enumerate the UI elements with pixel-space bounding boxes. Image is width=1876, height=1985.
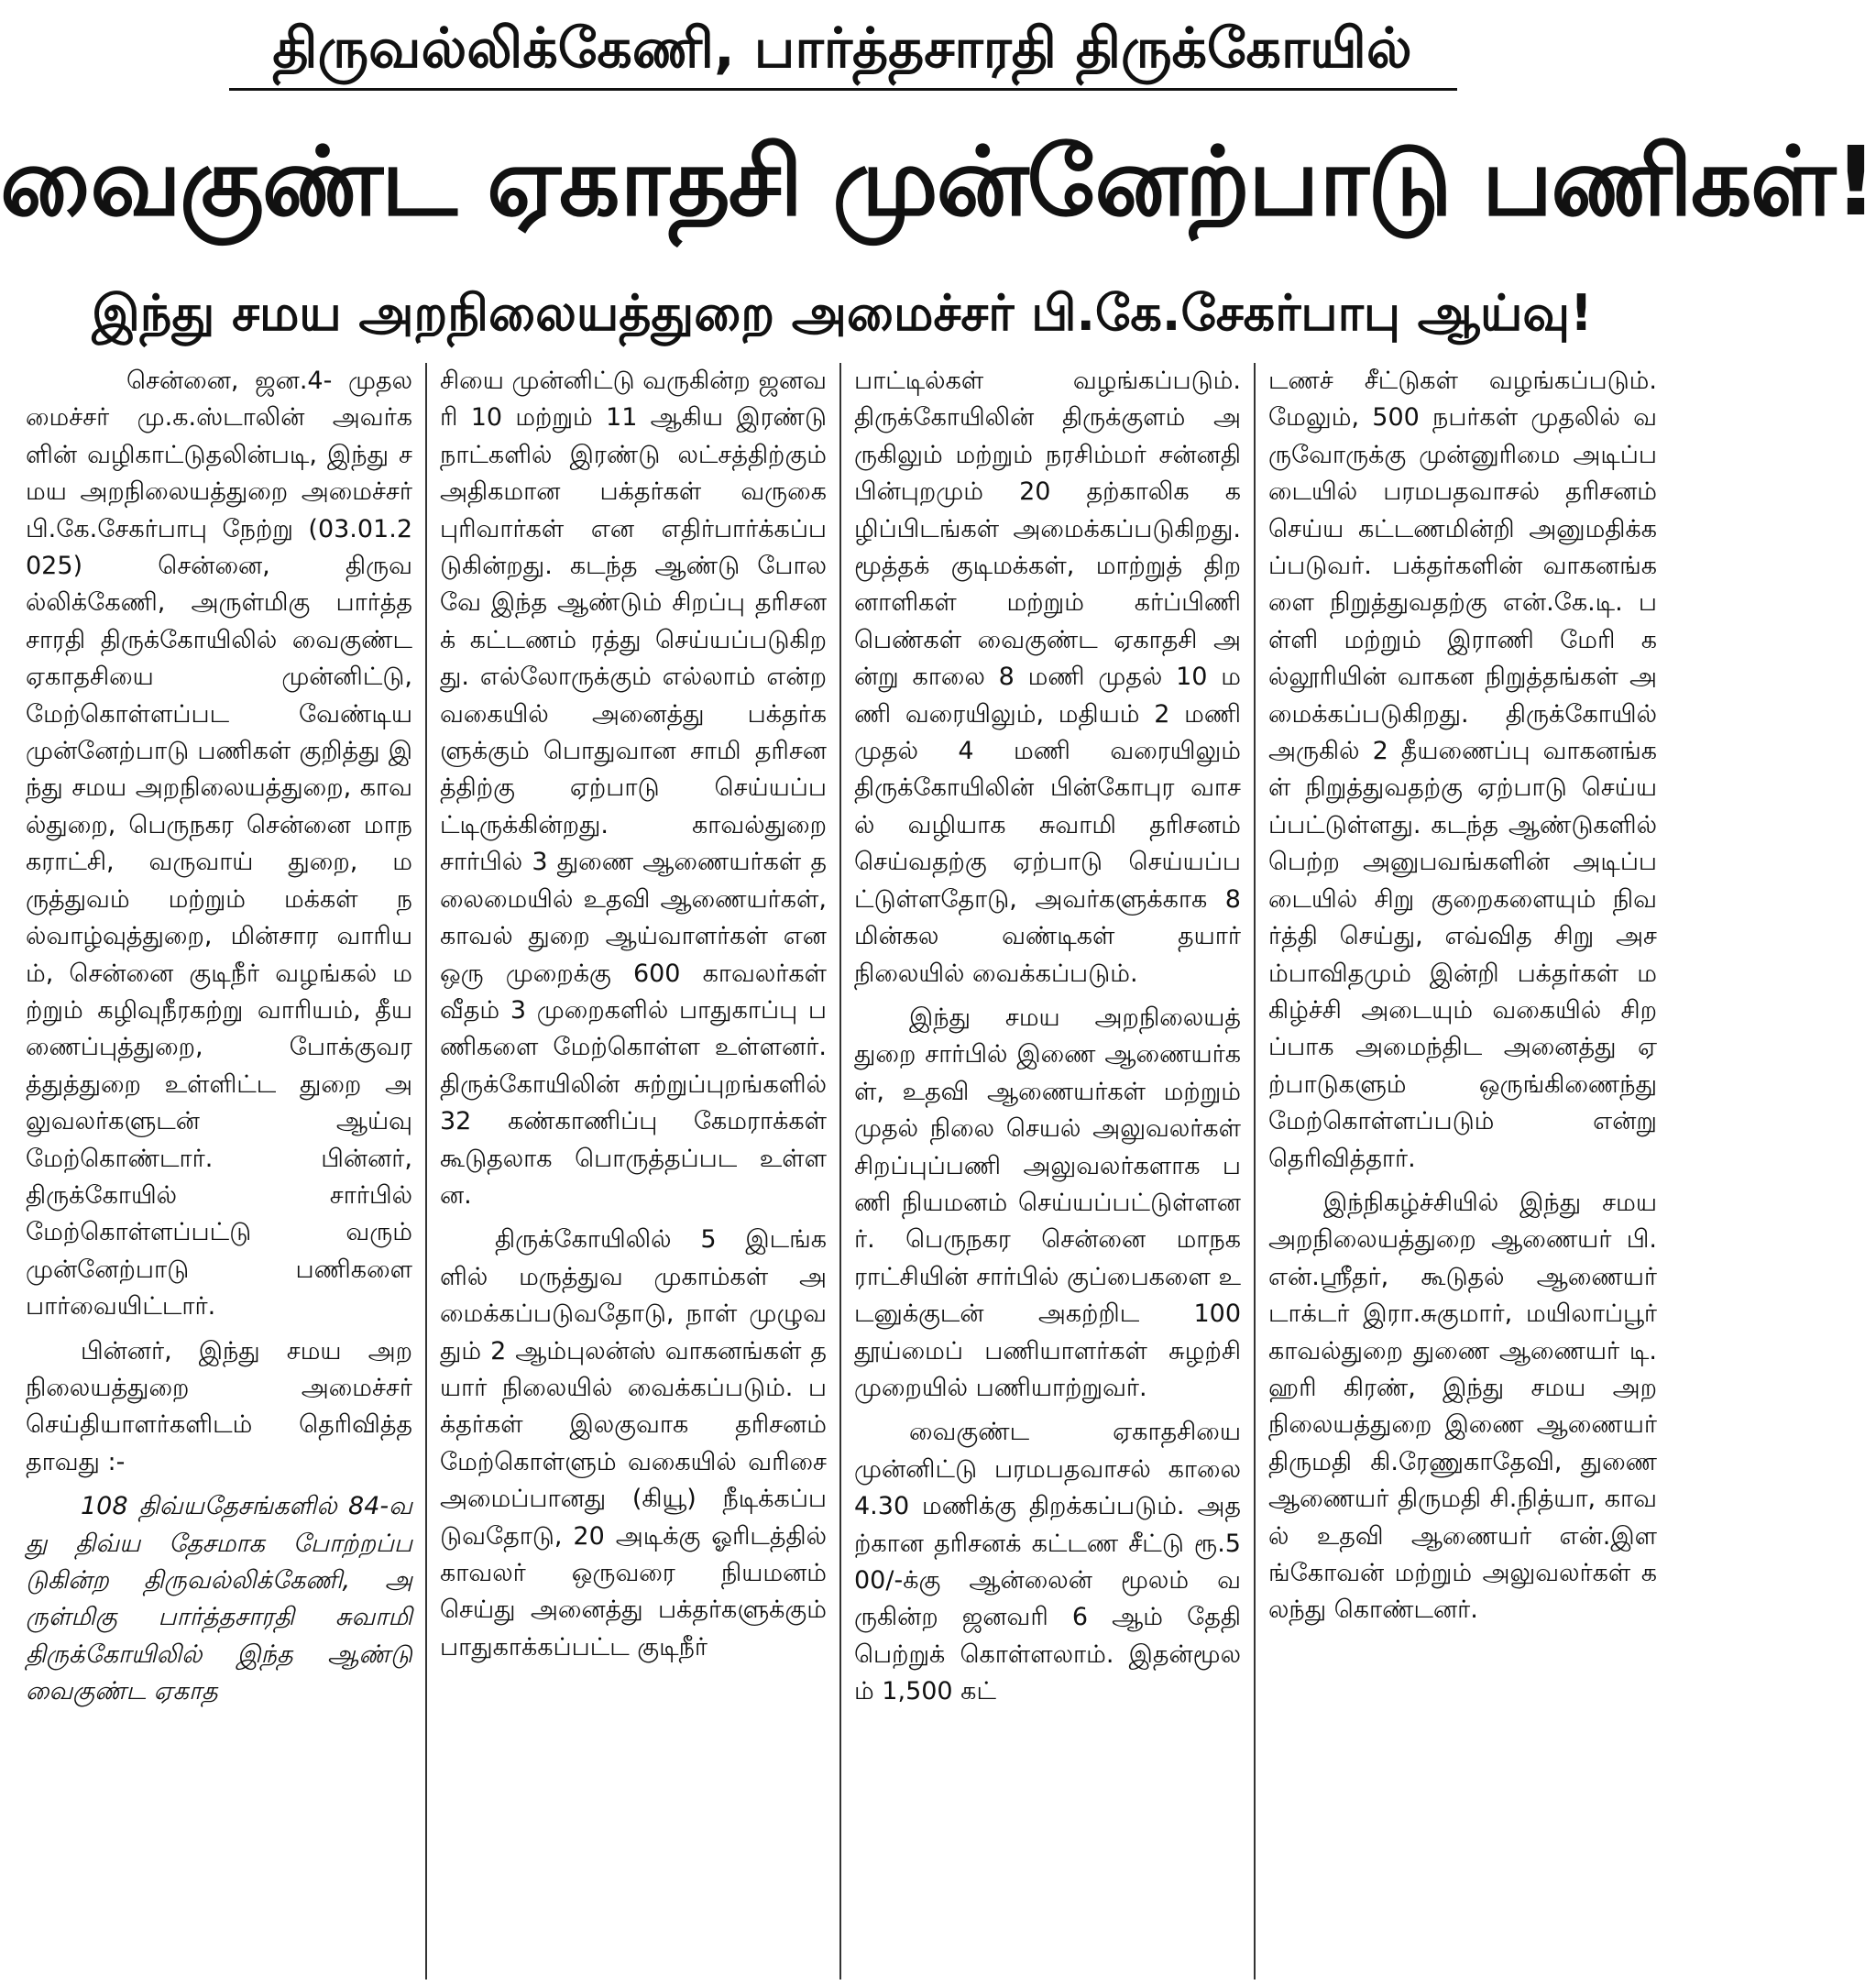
- paragraph: சியை முன்னிட்டு வருகின்ற ஜனவரி 10 மற்றும் 11 ஆகிய இரண்டு நாட்களில் இரண்டு லட்சத்திற்கும் அதிகமான பக்தர்கள் வருகை புரிவார்கள் என எதிர்பார்க்கப்படுகின்றது. கடந்த ஆண்டு போலவே இந்த ஆண்டும் சிறப்பு தரிசனக் கட்டணம் ரத்து செய்யப்படுகிறது. எல்லோருக்கும் எல்லாம் என்ற வகையில் அனைத்து பக்தர்களுக்கும் பொதுவான சாமி தரிசனத்திற்கு ஏற்பாடு செய்யப்பட்டிருக்கின்றது. காவல்துறை சார்பில் 3 துணை ஆணையர்கள் தலைமையில் உதவி ஆணையர்கள், காவல் துறை ஆய்வாளர்கள் என ஒரு முறைக்கு 600 காவலர்கள் வீதம் 3 முறைகளில் பாதுகாப்பு பணிகளை மேற்கொள்ள உள்ளனர். திருக்கோயிலின் சுற்றுப்புறங்களில் 32 கண்காணிப்பு கேமராக்கள் கூடுதலாக பொருத்தப்பட உள்ளன.: [440, 367, 827, 1210]
- article-subheadline: இந்து சமய அறநிலையத்துறை அமைச்சர் பி.கே.சேகர்பாபு ஆய்வு!: [92, 284, 1593, 342]
- paragraph: 108 திவ்யதேசங்களில் 84-வது திவ்ய தேசமாக போற்றப்படுகின்ற திருவல்லிக்கேணி, அருள்மிகு பார்த்தசாரதி சுவாமி திருக்கோயிலில் இந்த ஆண்டு வைகுண்ட ஏகாத: [26, 1492, 412, 1706]
- paragraph: திருக்கோயிலில் 5 இடங்களில் மருத்துவ முகாம்கள் அமைக்கப்படுவதோடு, நாள் முழுவதும் 2 ஆம்புலன்ஸ் வாகனங்கள் தயார் நிலையில் வைக்கப்படும். பக்தர்கள் இலகுவாக தரிசனம் மேற்கொள்ளும் வகையில் வரிசை அமைப்பானது (கியூ) நீடிக்கப்படுவதோடு, 20 அடிக்கு ஓரிடத்தில் காவலர் ஒருவரை நியமனம் செய்து அனைத்து பக்தர்களுக்கும் பாதுகாக்கப்பட்ட குடிநீர்: [440, 1225, 827, 1661]
- article-body: [13, 363, 1672, 1980]
- paragraph: டணச் சீட்டுகள் வழங்கப்படும். மேலும், 500 நபர்கள் முதலில் வருவோருக்கு முன்னுரிமை அடிப்படையில் பரமபதவாசல் தரிசனம் செய்ய கட்டணமின்றி அனுமதிக்கப்படுவர். பக்தர்களின் வாகனங்களை நிறுத்துவதற்கு என்.கே.டி. பள்ளி மற்றும் இராணி மேரி கல்லூரியின் வாகன நிறுத்தங்கள் அமைக்கப்படுகிறது. திருக்கோயில் அருகில் 2 தீயணைப்பு வாகனங்கள் நிறுத்துவதற்கு ஏற்பாடு செய்யப்பட்டுள்ளது. கடந்த ஆண்டுகளில் பெற்ற அனுபவங்களின் அடிப்படையில் சிறு குறைகளையும் நிவர்த்தி செய்து, எவ்வித சிறு அசம்பாவிதமும் இன்றி பக்தர்கள் மகிழ்ச்சி அடையும் வகையில் சிறப்பாக அமைந்திட அனைத்து ஏற்பாடுகளும் ஒருங்கிணைந்து மேற்கொள்ளப்படும் என்று தெரிவித்தார்.: [1268, 367, 1657, 1173]
- paragraph: பாட்டில்கள் வழங்கப்படும். திருக்கோயிலின் திருக்குளம் அருகிலும் மற்றும் நரசிம்மர் சன்னதி பின்புறமும் 20 தற்காலிக கழிப்பிடங்கள் அமைக்கப்படுகிறது. மூத்தக் குடிமக்கள், மாற்றுத் திறனாளிகள் மற்றும் கர்ப்பிணி பெண்கள் வைகுண்ட ஏகாதசி அன்று காலை 8 மணி முதல் 10 மணி வரையிலும், மதியம் 2 மணி முதல் 4 மணி வரையிலும் திருக்கோயிலின் பின்கோபுர வாசல் வழியாக சுவாமி தரிசனம் செய்வதற்கு ஏற்பாடு செய்யப்பட்டுள்ளதோடு, அவர்களுக்காக 8 மின்கல வண்டிகள் தயார் நிலையில் வைக்கப்படும்.: [854, 367, 1241, 988]
- paragraph: இந்து சமய அறநிலையத் துறை சார்பில் இணை ஆணையர்கள், உதவி ஆணையர்கள் மற்றும் முதல் நிலை செயல் அலுவலர்கள் சிறப்புப்பணி அலுவலர்களாக பணி நியமனம் செய்யப்பட்டுள்ளனர். பெருநகர சென்னை மாநகராட்சியின் சார்பில் குப்பைகளை உடனுக்குடன் அகற்றிட 100 தூய்மைப் பணியாளர்கள் சுழற்சி முறையில் பணியாற்றுவர்.: [854, 1003, 1241, 1402]
- paragraph: வைகுண்ட ஏகாதசியை முன்னிட்டு பரமபதவாசல் காலை 4.30 மணிக்கு திறக்கப்படும். அதற்கான தரிசனக் கட்டண சீட்டு ரூ.500/-க்கு ஆன்லைன் மூலம் வருகின்ற ஜனவரி 6 ஆம் தேதி பெற்றுக் கொள்ளலாம். இதன்மூலம் 1,500 கட்: [854, 1418, 1241, 1706]
- paragraph: இந்நிகழ்ச்சியில் இந்து சமய அறநிலையத்துறை ஆணையர் பி.என்.ஸ்ரீதர், கூடுதல் ஆணையர் டாக்டர் இரா.சுகுமார், மயிலாப்பூர் காவல்துறை துணை ஆணையர் டி.ஹரி கிரண், இந்து சமய அறநிலையத்துறை இணை ஆணையர் திருமதி கி.ரேணுகாதேவி, துணை ஆணையர் திருமதி சி.நித்யா, காவல் உதவி ஆணையர் என்.இளங்கோவன் மற்றும் அலுவலர்கள் கலந்து கொண்டனர்.: [1268, 1188, 1657, 1625]
- paragraph: பின்னர், இந்து சமய அறநிலையத்துறை அமைச்சர் செய்தியாளர்களிடம் தெரிவித்ததாவது :-: [26, 1336, 412, 1476]
- column-1: [13, 363, 427, 1980]
- article-headline: வைகுண்ட ஏகாதசி முன்னேற்பாடு பணிகள்!: [0, 126, 1876, 237]
- article-kicker: திருவல்லிக்கேணி, பார்த்தசாரதி திருக்கோயில்: [272, 16, 1412, 81]
- column-3: [841, 363, 1256, 1980]
- column-2: [427, 363, 841, 1980]
- paragraph: சென்னை, ஜன.4- முதலமைச்சர் மு.க.ஸ்டாலின் அவர்களின் வழிகாட்டுதலின்படி, இந்து சமய அறநிலையத்துறை அமைச்சர் பி.கே.சேகர்பாபு நேற்று (03.01.2025) சென்னை, திருவல்லிக்கேணி, அருள்மிகு பார்த்தசாரதி திருக்கோயிலில் வைகுண்ட ஏகாதசியை முன்னிட்டு, மேற்கொள்ளப்பட வேண்டிய முன்னேற்பாடு பணிகள் குறித்து இந்து சமய அறநிலையத்துறை, காவல்துறை, பெருநகர சென்னை மாநகராட்சி, வருவாய் துறை, மருத்துவம் மற்றும் மக்கள் நல்வாழ்வுத்துறை, மின்சார வாரியம், சென்னை குடிநீர் வழங்கல் மற்றும் கழிவுநீரகற்று வாரியம், தீயணைப்புத்துறை, போக்குவரத்துத்துறை உள்ளிட்ட துறை அலுவலர்களுடன் ஆய்வு மேற்கொண்டார். பின்னர், திருக்கோயில் சார்பில் மேற்கொள்ளப்பட்டு வரும் முன்னேற்பாடு பணிகளை பார்வையிட்டார்.: [26, 367, 412, 1322]
- kicker-rule: [229, 88, 1457, 91]
- column-4: [1256, 363, 1670, 1980]
